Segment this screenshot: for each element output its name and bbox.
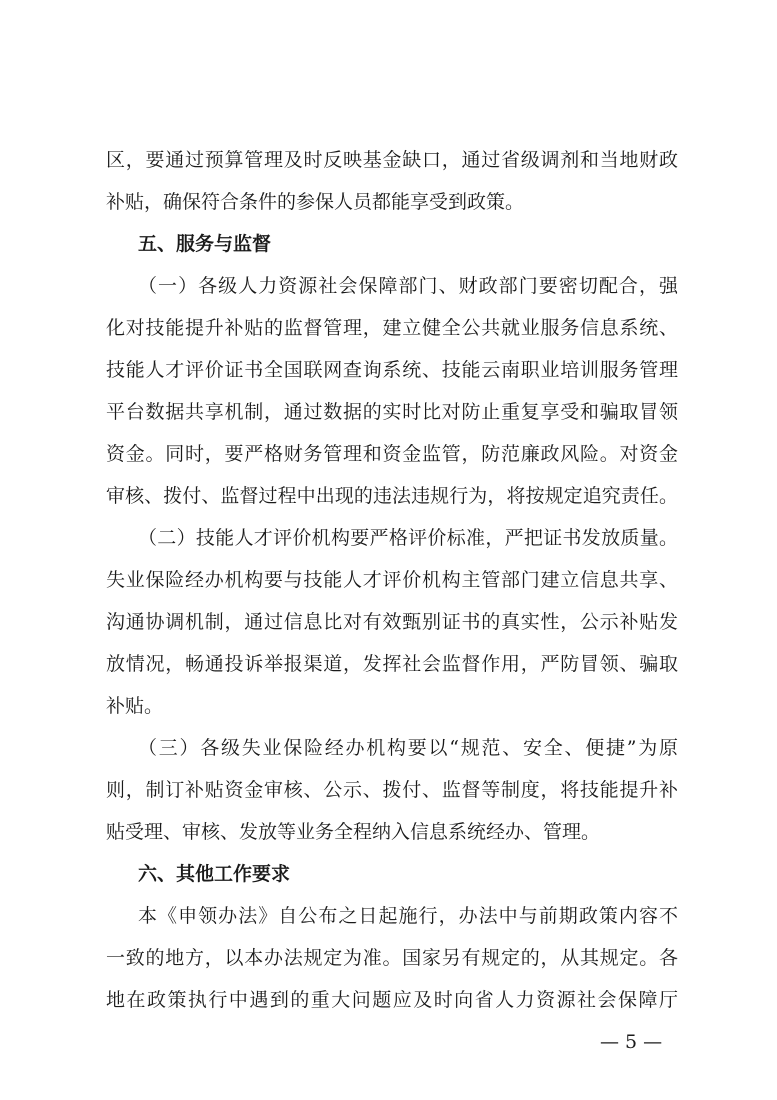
paragraph-line: 失业保险经办机构要与技能人才评价机构主管部门建立信息共享、 bbox=[106, 569, 678, 591]
paragraph-line: 资金。同时，要严格财务管理和资金监管，防范廉政风险。对资金 bbox=[106, 443, 678, 465]
paragraph-line: 放情况，畅通投诉举报渠道，发挥社会监督作用，严防冒领、骗取 bbox=[106, 653, 678, 675]
paragraph-line: 贴受理、审核、发放等业务全程纳入信息系统经办、管理。 bbox=[106, 821, 601, 843]
page-number: — 5 — bbox=[600, 1031, 663, 1053]
section-heading: 五、服务与监督 bbox=[138, 233, 272, 255]
paragraph-line: （三）各级失业保险经办机构要以“规范、安全、便捷”为原 bbox=[138, 737, 678, 759]
paragraph-line: 沟通协调机制，通过信息比对有效甄别证书的真实性，公示补贴发 bbox=[106, 611, 678, 633]
paragraph-line: 地在政策执行中遇到的重大问题应及时向省人力资源社会保障厅 bbox=[106, 989, 678, 1011]
paragraph-line: 平台数据共享机制，通过数据的实时比对防止重复享受和骗取冒领 bbox=[106, 401, 678, 423]
paragraph-line: 一致的地方，以本办法规定为准。国家另有规定的，从其规定。各 bbox=[106, 947, 678, 969]
paragraph-line: 化对技能提升补贴的监督管理，建立健全公共就业服务信息系统、 bbox=[106, 317, 678, 339]
paragraph-line: 区，要通过预算管理及时反映基金缺口，通过省级调剂和当地财政 bbox=[106, 149, 678, 171]
paragraph-line: 补贴。 bbox=[106, 695, 164, 717]
paragraph-line: 则，制订补贴资金审核、公示、拨付、监督等制度，将技能提升补 bbox=[106, 779, 678, 801]
paragraph-line: （二）技能人才评价机构要严格评价标准，严把证书发放质量。 bbox=[138, 527, 678, 549]
paragraph-line: （一）各级人力资源社会保障部门、财政部门要密切配合，强 bbox=[138, 275, 678, 297]
section-heading: 六、其他工作要求 bbox=[138, 863, 291, 885]
paragraph-line: 补贴，确保符合条件的参保人员都能享受到政策。 bbox=[106, 191, 525, 213]
paragraph-line: 技能人才评价证书全国联网查询系统、技能云南职业培训服务管理 bbox=[106, 359, 678, 381]
paragraph-line: 审核、拨付、监督过程中出现的违法违规行为，将按规定追究责任。 bbox=[106, 485, 678, 507]
paragraph-line: 本《申领办法》自公布之日起施行，办法中与前期政策内容不 bbox=[138, 905, 678, 927]
